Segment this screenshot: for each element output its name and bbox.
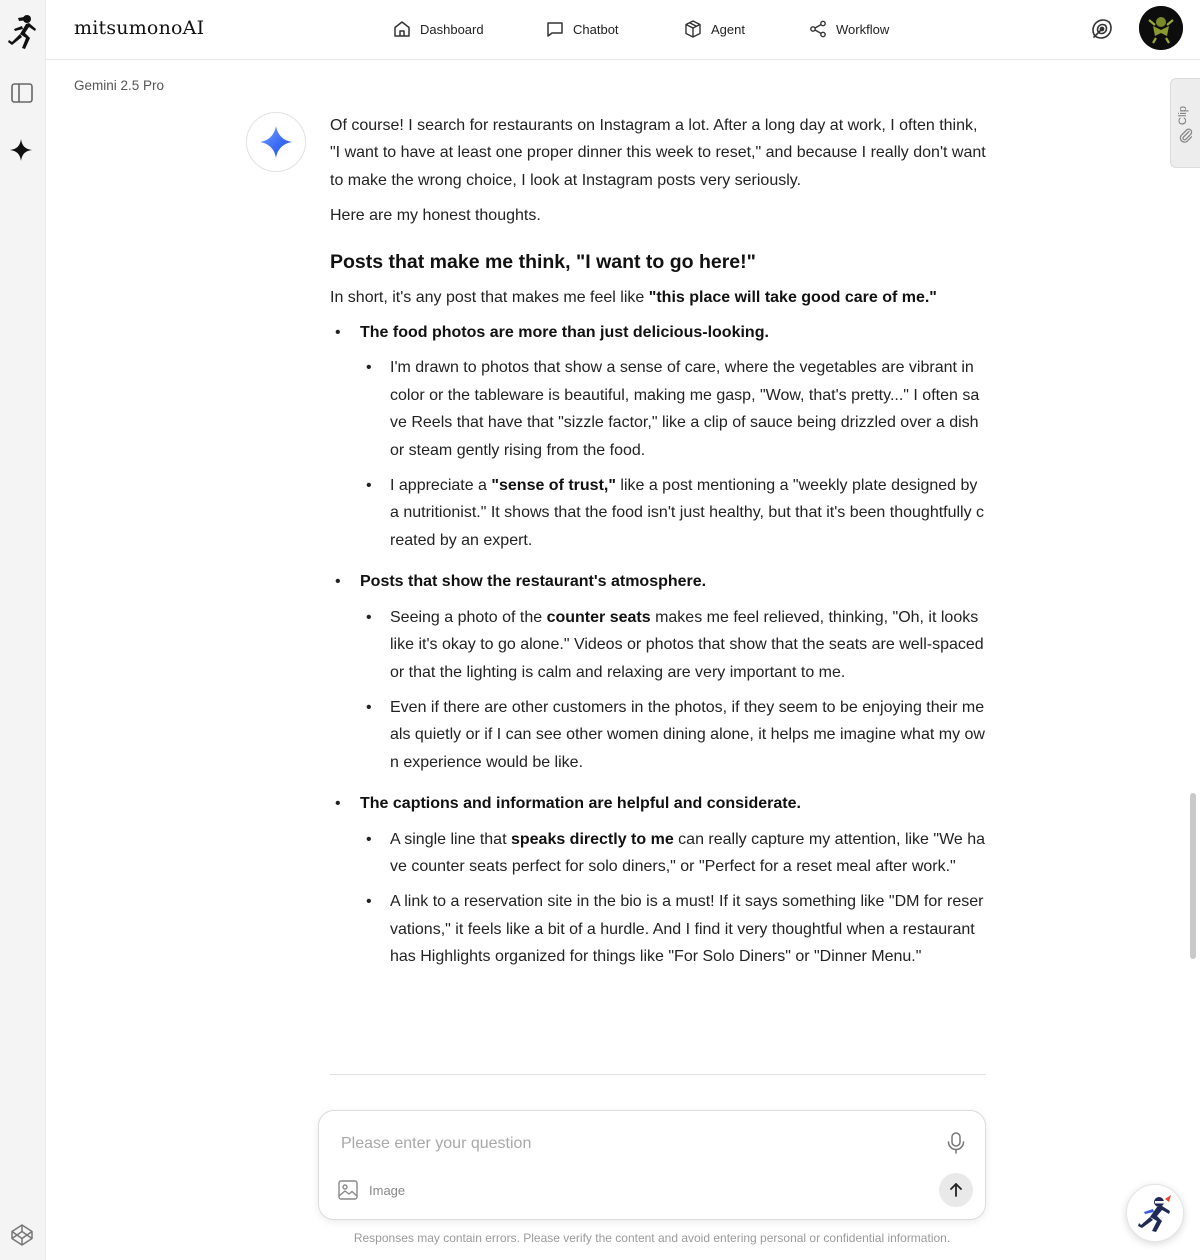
message-heading: Posts that make me think, "I want to go here!" [330, 250, 756, 273]
paperclip-icon [1178, 127, 1194, 143]
image-upload-button[interactable] [337, 1179, 405, 1201]
sub-list [360, 604, 986, 776]
nav-workflow-label: Workflow [836, 21, 890, 37]
list-item [360, 826, 986, 881]
nav-dashboard-label: Dashboard [420, 21, 484, 37]
message-intro: Of course! I search for restaurants on Instagram a lot. After a long day at work, I often think, "I want to have at least one proper dinner this week to reset," and because I really don't want to make the wrong choice, I look at Instagram posts very seriously. [330, 117, 986, 189]
ninja-helper-button[interactable] [1126, 1184, 1184, 1242]
item-bold: counter seats [546, 608, 651, 626]
nav-chatbot[interactable] [545, 16, 619, 42]
list-item: • Even if there are other customers in the photos, if they seem to be enjoying their meals quietly or if I can see other women dining alone, it helps me imagine what my own experience would be like. [360, 694, 986, 776]
assistant-message [330, 112, 986, 979]
point-title: The captions and information are helpful and considerate. [360, 795, 801, 813]
nav-dashboard[interactable] [392, 16, 484, 42]
list-item [330, 568, 986, 776]
list-item [330, 790, 986, 970]
image-label: Image [369, 1182, 406, 1198]
broadcast-icon[interactable] [1090, 17, 1114, 41]
list-item [360, 472, 986, 554]
message-intro-2: Here are my honest thoughts. [330, 207, 541, 225]
nav-agent[interactable] [683, 16, 745, 42]
list-item: • A link to a reservation site in the bio is a must! If it says something like "DM for reservations," it feels like a bit of a hurdle. And I find it very thoughtful when a restaurant has Highlights organized for things like "For Solo Diners" or "Dinner Menu." [360, 888, 986, 970]
arrow-up-icon [947, 1181, 965, 1199]
user-avatar[interactable] [1139, 6, 1183, 50]
item-bold: speaks directly to me [510, 830, 674, 848]
summary-bold: "this place will take good care of me." [648, 288, 937, 306]
question-input[interactable] [341, 1131, 921, 1157]
ninja-logo-icon[interactable] [4, 12, 40, 52]
scrollbar-thumb[interactable] [1190, 793, 1196, 959]
item-text: Seeing a photo of the [390, 608, 547, 626]
list-item: • I'm drawn to photos that show a sense of care, where the vegetables are vibrant in color or the tableware is beautiful, making me gasp, "Wow, that's pretty..." I often save Reels that have that "sizzle factor," like a clip of sauce being drizzled over a dish or steam gently rising from the food. [360, 354, 986, 464]
nav-agent-label: Agent [711, 21, 745, 37]
clip-tab[interactable] [1170, 78, 1200, 168]
brand-name[interactable]: mitsumonoAI [74, 17, 205, 39]
question-composer [318, 1110, 986, 1220]
send-button[interactable] [939, 1173, 973, 1207]
cube-icon [683, 19, 703, 39]
point-title: Posts that show the restaurant's atmosphere. [360, 573, 707, 591]
item-text: A single line that [390, 830, 511, 848]
item-bold: "sense of trust," [491, 477, 616, 495]
nav-workflow[interactable] [808, 16, 889, 42]
item-text: like a post mentioning a "weekly plate designed by a nutritionist." It shows that the food isn't just healthy, but that it's been thoughtfully created by an expert. [390, 477, 985, 549]
gemini-sparkle-icon [258, 124, 294, 160]
sparkle-icon[interactable] [9, 138, 33, 162]
message-divider [330, 1074, 986, 1075]
toggle-sidebar-icon[interactable] [10, 82, 34, 104]
sub-list [360, 826, 986, 971]
gemini-avatar [246, 112, 306, 172]
list-item [330, 319, 986, 554]
home-icon [392, 19, 412, 39]
codepen-icon[interactable] [10, 1223, 34, 1247]
item-text: makes me feel relieved, thinking, "Oh, it looks like it's okay to go alone." Videos or photos that show that the seats are well-spaced or that the lighting is calm and relaxing are very important to me. [390, 608, 984, 681]
point-title: The food photos are more than just delicious-looking. [360, 324, 769, 342]
microphone-icon[interactable] [945, 1131, 967, 1155]
top-header [46, 0, 1200, 60]
summary-text: In short, it's any post that makes me feel like [330, 288, 649, 306]
left-rail [0, 0, 46, 1260]
message-summary [330, 284, 986, 311]
ninja-mascot-icon [1135, 1193, 1175, 1233]
item-text: can really capture my attention, like "We have counter seats perfect for solo diners," or "Perfect for a reset meal after work." [390, 830, 986, 875]
clip-label: Clip [1177, 106, 1189, 125]
nav-chatbot-label: Chatbot [573, 21, 619, 37]
disclaimer-text: Responses may contain errors. Please verify the content and avoid entering personal or confidential information. [353, 1231, 951, 1245]
points-list [330, 319, 986, 971]
image-icon [337, 1179, 359, 1201]
share-nodes-icon [808, 19, 828, 39]
list-item [360, 604, 986, 686]
item-text: I appreciate a [390, 477, 492, 495]
model-name[interactable]: Gemini 2.5 Pro [74, 78, 165, 93]
sub-list [360, 354, 986, 554]
chat-bubble-icon [545, 19, 565, 39]
